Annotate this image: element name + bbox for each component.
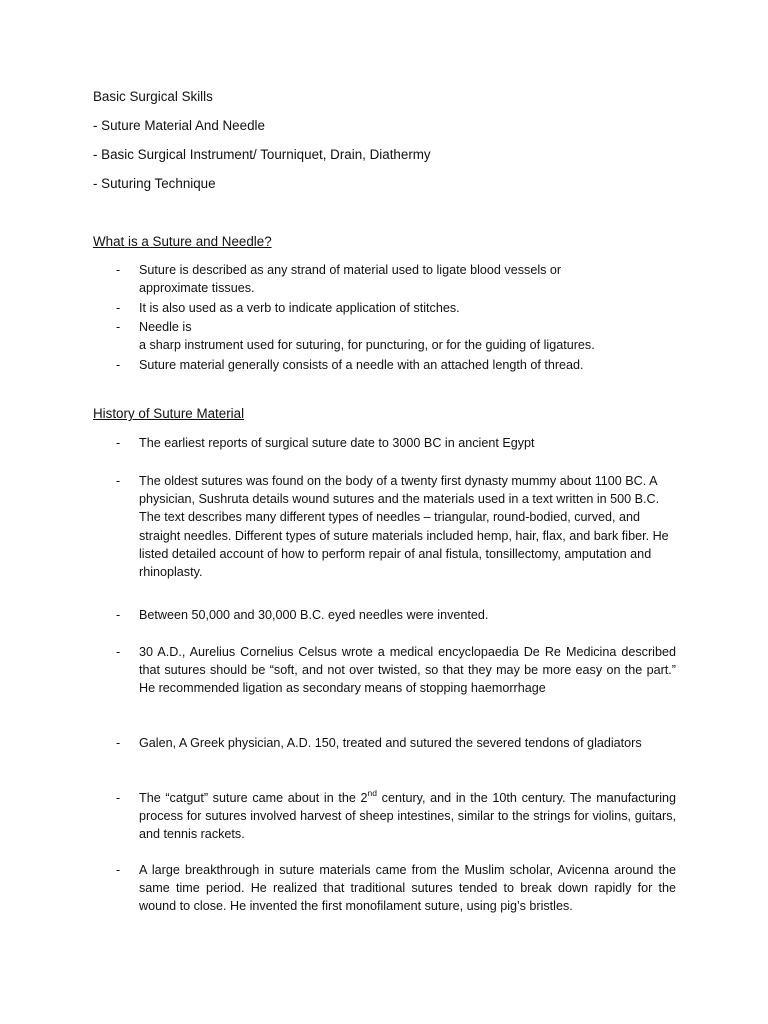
list-item-line: It is also used as a verb to indicate application of stitches. [139, 301, 460, 315]
list-item-text: A large breakthrough in suture materials came from the Muslim scholar, Avicenna around the same time period. He realized that traditional sutures tended to break down rapidly for the wound to close. He invented the first monofilament suture, using pig’s bristles. [139, 863, 676, 914]
topic-item: - Suturing Technique [93, 176, 216, 191]
list-item-line: Needle is [139, 320, 192, 334]
bullet-dash: - [116, 358, 121, 372]
bullet-dash: - [116, 736, 121, 750]
section-heading: History of Suture Material [93, 406, 245, 421]
bullet-dash: - [116, 263, 121, 277]
bullet-dash: - [116, 320, 121, 334]
bullet-dash: - [116, 608, 121, 622]
list-item-text [139, 789, 676, 844]
list-item-line: approximate tissues. [139, 281, 255, 296]
bullet-dash: - [116, 301, 121, 315]
bullet-dash: - [116, 436, 121, 450]
bullet-dash: - [116, 863, 121, 877]
bullet-dash: - [116, 645, 121, 659]
list-item-line: Suture is described as any strand of material used to ligate blood vessels or [139, 263, 562, 277]
list-item-line: a sharp instrument used for suturing, for puncturing, or for the guiding of ligatures. [139, 338, 595, 353]
text-run: century, and in the 10th century. The manufacturing process for sutures involved harvest of sheep intestines, similar to the strings for violins, guitars, and tennis rackets. [139, 791, 677, 842]
section-heading: What is a Suture and Needle? [93, 234, 272, 249]
list-item-text: Galen, A Greek physician, A.D. 150, treated and sutured the severed tendons of gladiators [139, 736, 642, 750]
topic-item: - Suture Material And Needle [93, 118, 265, 133]
list-item-text: 30 A.D., Aurelius Cornelius Celsus wrote a medical encyclopaedia De Re Medicina described that sutures should be “soft, and not over twisted, so that they may be more easy on the part.” He recommended ligation as secondary means of stopping haemorrhage [139, 645, 676, 696]
list-item-text: Between 50,000 and 30,000 B.C. eyed needles were invented. [139, 608, 489, 622]
text-run: The “catgut” suture came about in the 2 [139, 791, 368, 805]
list-item-line: Suture material generally consists of a needle with an attached length of thread. [139, 358, 584, 372]
list-item-text: The earliest reports of surgical suture date to 3000 BC in ancient Egypt [139, 436, 535, 450]
topic-item: - Basic Surgical Instrument/ Tourniquet, Drain, Diathermy [93, 147, 431, 162]
superscript: nd [367, 787, 378, 798]
bullet-dash: - [116, 474, 121, 488]
document-title: Basic Surgical Skills [93, 89, 213, 104]
bullet-dash: - [116, 791, 121, 805]
list-item-text: The oldest sutures was found on the body of a twenty first dynasty mummy about 1100 BC. A physician, Sushruta details wound sutures and the materials used in a text written in 500 B.C. The text describes many different types of needles – triangular, round-bodied, curved, and straight needles. Different types of suture materials included hemp, hair, flax, and bark fiber. He listed detailed account of how to perform repair of anal fistula, tonsillectomy, amputation and rhinoplasty. [139, 474, 669, 580]
